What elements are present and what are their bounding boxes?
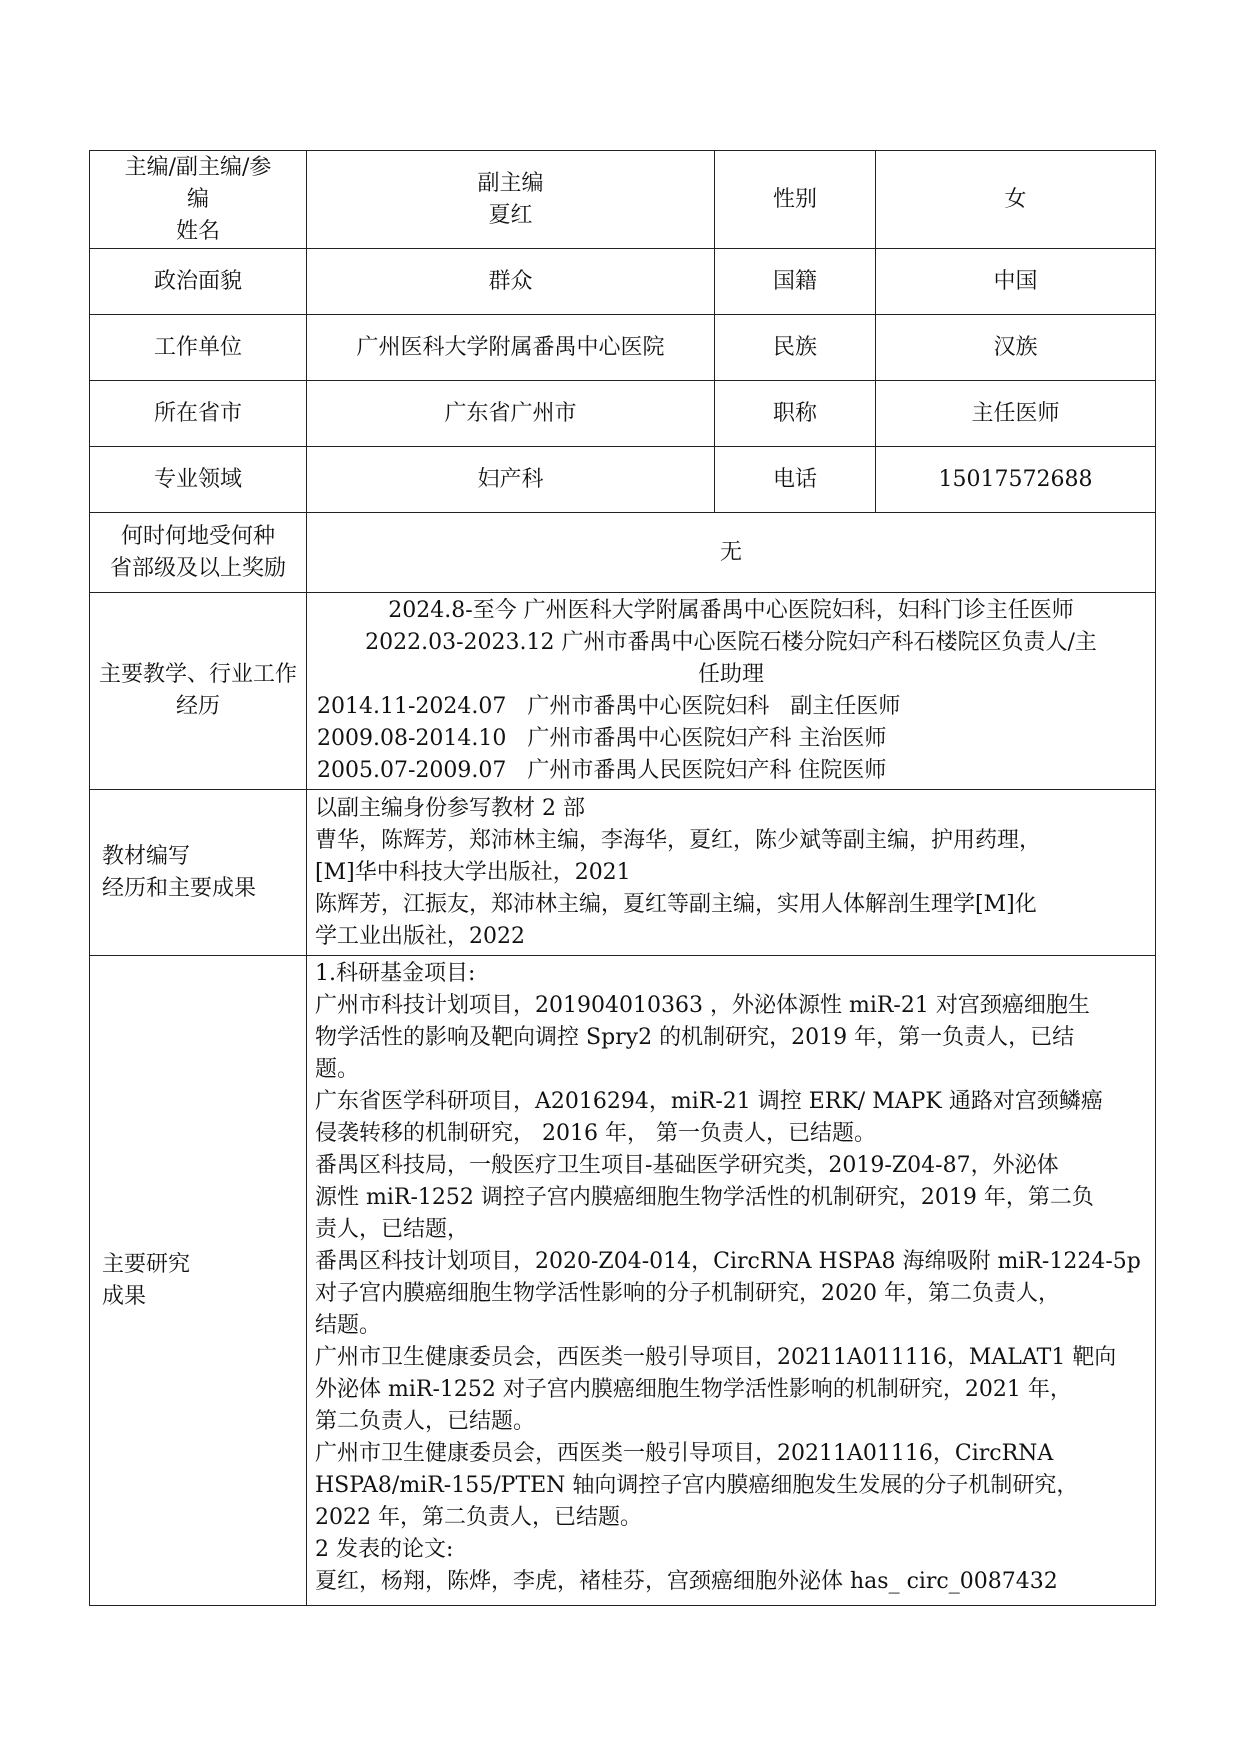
experience-line: 2024.8-至今 广州医科大学附属番禺中心医院妇科，妇科门诊主任医师 [388, 598, 1074, 623]
research-line: 番禺区科技计划项目，2020-Z04-014，CircRNA HSPA8 海绵吸附 miR-1224-5p [315, 1249, 1141, 1274]
ethnicity-value: 汉族 [876, 315, 1156, 381]
research-line: 广州市科技计划项目，201904010363 ，外泌体源性 miR-21 对宫颈癌细胞生 [315, 993, 1090, 1018]
title-value: 主任医师 [876, 381, 1156, 447]
research-line: 广州市卫生健康委员会，西医类一般引导项目，20211A01116，CircRNA [315, 1441, 1054, 1466]
experience-label: 主要教学、行业工作 经历 [90, 593, 307, 790]
row-experience [90, 593, 1156, 790]
research-line: 番禺区科技局，一般医疗卫生项目-基础医学研究类，2019-Z04-87，外泌体 [315, 1153, 1059, 1178]
experience-line: 任助理 [697, 662, 764, 687]
phone-label: 电话 [715, 447, 876, 513]
profile-table [89, 150, 1156, 1606]
research-line: 广东省医学科研项目，A2016294，miR-21 调控 ERK/ MAPK 通路对宫颈鳞癌 [315, 1089, 1103, 1114]
research-line: 夏红，杨翔，陈烨，李虎，褚桂芬，宫颈癌细胞外泌体 has_ circ_0087432 [315, 1569, 1058, 1594]
nationality-value: 中国 [876, 249, 1156, 315]
research-label: 主要研究 成果 [90, 956, 307, 1606]
nationality-label: 国籍 [715, 249, 876, 315]
experience-content [307, 593, 1156, 790]
research-line: 侵袭转移的机制研究， 2016 年， 第一负责人，已结题。 [315, 1121, 876, 1146]
gender-label: 性别 [715, 151, 876, 249]
research-line: 责人，已结题， [315, 1217, 470, 1242]
textbooks-line: 学工业出版社，2022 [315, 923, 525, 949]
row-city [90, 381, 1156, 447]
city-label: 所在省市 [90, 381, 307, 447]
field-value: 妇产科 [307, 447, 715, 513]
politics-label: 政治面貌 [90, 249, 307, 315]
title-label: 职称 [715, 381, 876, 447]
name-label: 主编/副主编/参 编 姓名 [90, 151, 307, 249]
textbooks-line: 陈辉芳，江振友，郑沛林主编，夏红等副主编，实用人体解剖生理学[M]化 [315, 891, 1037, 917]
research-line: 对子宫内膜癌细胞生物学活性影响的分子机制研究，2020 年，第二负责人， [315, 1281, 1060, 1306]
textbooks-line: 以副主编身份参写教材 2 部 [315, 795, 585, 821]
research-line: 题。 [315, 1057, 360, 1082]
awards-label: 何时何地受何种 省部级及以上奖励 [90, 513, 307, 593]
research-line: 源性 miR-1252 调控子宫内膜癌细胞生物学活性的机制研究，2019 年，第二负 [315, 1185, 1094, 1210]
research-line: 2022 年，第二负责人，已结题。 [315, 1505, 642, 1530]
row-research [90, 956, 1156, 1606]
phone-value: 15017572688 [876, 447, 1156, 513]
research-line: 物学活性的影响及靶向调控 Spry2 的机制研究，2019 年，第一负责人，已结 [315, 1025, 1075, 1050]
experience-line: 2014.11-2024.07 广州市番禺中心医院妇科 副主任医师 [317, 694, 901, 719]
research-line: 外泌体 miR-1252 对子宫内膜癌细胞生物学活性影响的机制研究，2021 年， [315, 1377, 1072, 1402]
employer-value: 广州医科大学附属番禺中心医院 [307, 315, 715, 381]
employer-label: 工作单位 [90, 315, 307, 381]
research-line: 2 发表的论文: [315, 1537, 454, 1562]
field-label: 专业领域 [90, 447, 307, 513]
research-content [307, 956, 1156, 1606]
experience-line: 2005.07-2009.07 广州市番禺人民医院妇产科 住院医师 [317, 758, 887, 783]
row-textbooks [90, 790, 1156, 956]
gender-value: 女 [876, 151, 1156, 249]
research-line: HSPA8/miR-155/PTEN 轴向调控子宫内膜癌细胞发生发展的分子机制研究， [315, 1473, 1079, 1498]
textbooks-line: 曹华，陈辉芳，郑沛林主编，李海华，夏红，陈少斌等副主编，护用药理， [315, 827, 1042, 853]
research-line: 第二负责人，已结题。 [315, 1409, 536, 1434]
row-employer [90, 315, 1156, 381]
awards-value: 无 [307, 513, 1156, 593]
city-value: 广东省广州市 [307, 381, 715, 447]
research-line: 结题。 [315, 1313, 382, 1338]
textbooks-content [307, 790, 1156, 956]
row-awards [90, 513, 1156, 593]
name-value: 副主编 夏红 [307, 151, 715, 249]
experience-line: 2022.03-2023.12 广州市番禺中心医院石楼分院妇产科石楼院区负责人/主 [365, 630, 1097, 655]
profile-form [89, 150, 1155, 1606]
textbooks-line: [M]华中科技大学出版社，2021 [315, 859, 631, 885]
research-line: 广州市卫生健康委员会，西医类一般引导项目，20211A011116，MALAT1 靶向 [315, 1345, 1117, 1370]
textbooks-label: 教材编写 经历和主要成果 [90, 790, 307, 956]
row-field [90, 447, 1156, 513]
research-line: 1.科研基金项目: [315, 961, 476, 986]
politics-value: 群众 [307, 249, 715, 315]
row-name [90, 151, 1156, 249]
experience-line: 2009.08-2014.10 广州市番禺中心医院妇产科 主治医师 [317, 726, 887, 751]
ethnicity-label: 民族 [715, 315, 876, 381]
row-politics [90, 249, 1156, 315]
